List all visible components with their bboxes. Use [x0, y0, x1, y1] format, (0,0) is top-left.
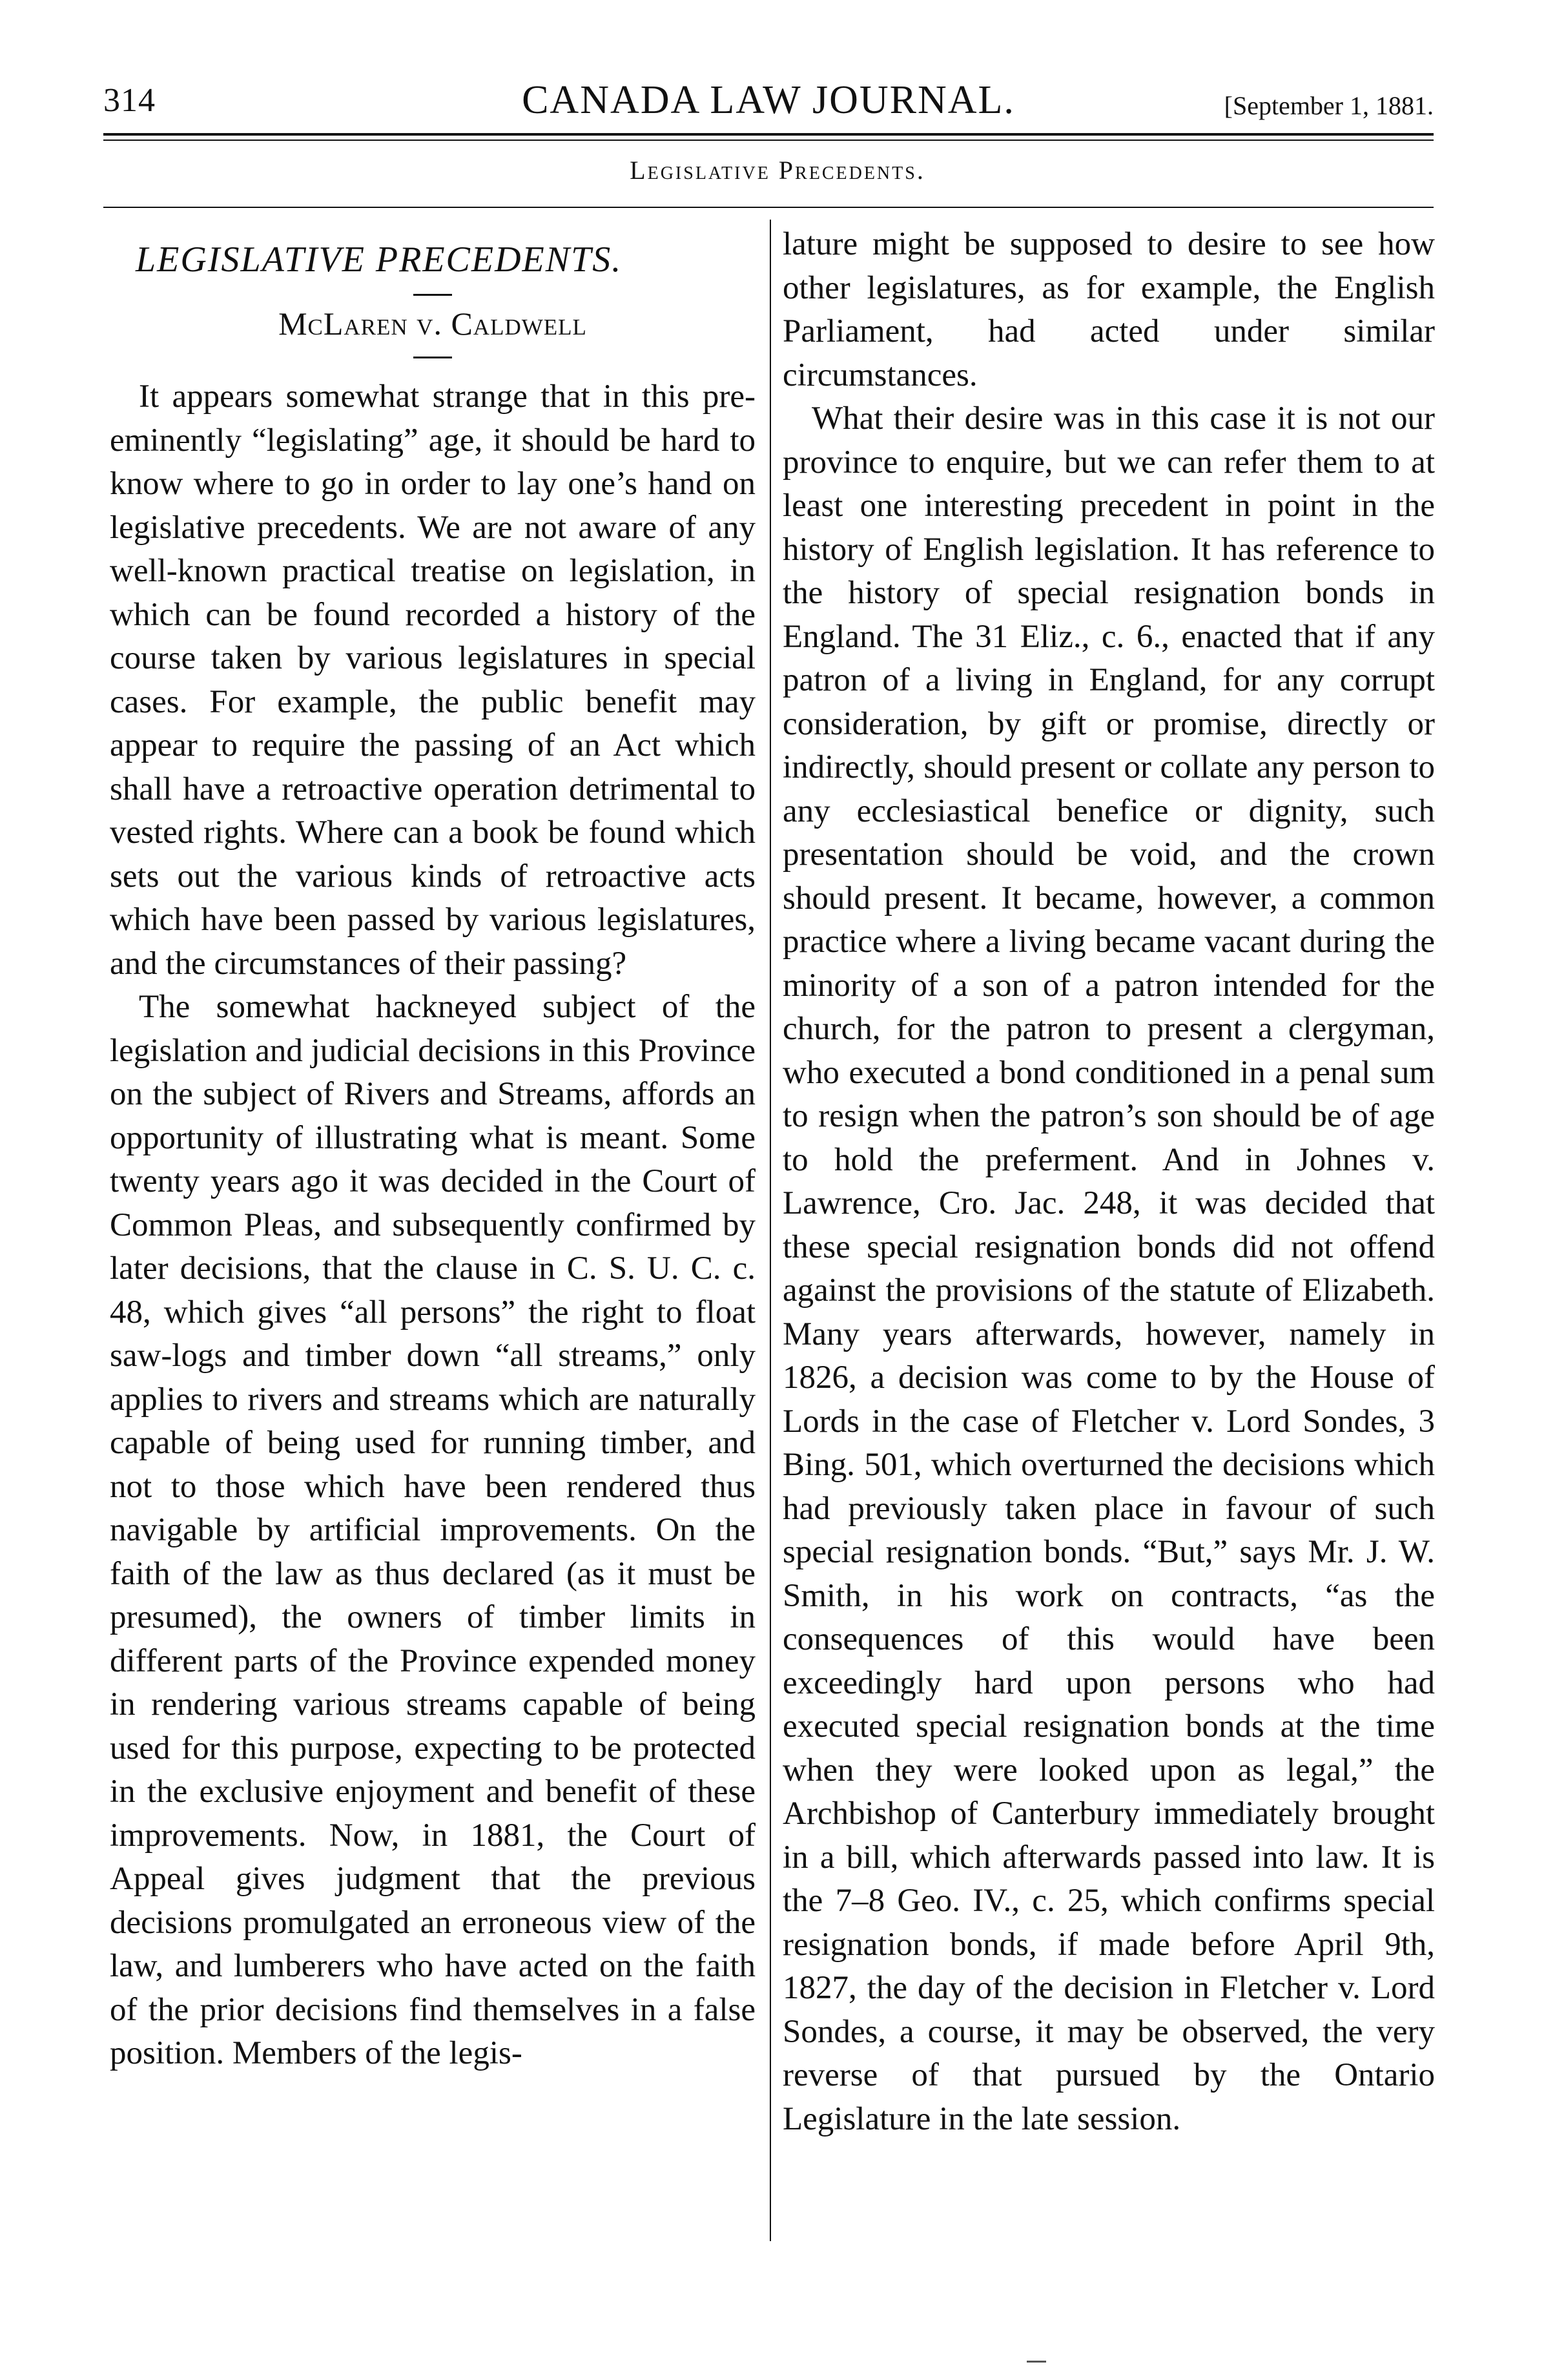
column-divider — [770, 220, 771, 2241]
section-rule — [103, 207, 1434, 208]
right-column — [783, 223, 1435, 2141]
paragraph-1: It appears somewhat strange that in this pre-eminently “legislating” age, it should be hard to know where to go in order to lay one’s hand on legislative precedents. We are not aware of any well-known practical treatise on legislation, in which can be found recorded a history of the course taken by various legislatures in special cases. For example, the public benefit may appear to require the passing of an Act which shall have a retroactive operation detrimental to vested rights. Where can a book be found which sets out the various kinds of retroactive acts which have been passed by various legislatures, and the circumstances of their passing? — [110, 378, 756, 982]
header-rule-thick — [103, 133, 1434, 136]
left-column — [110, 223, 756, 2076]
article-title: LEGISLATIVE PRECEDENTS. — [136, 240, 623, 280]
case-name: McLaren v. Caldwell — [278, 305, 587, 342]
paragraph-continued: lature might be supposed to desire to see how other legislatures, as for example, the English Parliament, had acted under similar circumstances. — [783, 226, 1435, 393]
running-head — [103, 78, 1434, 129]
paragraph-2: The somewhat hackneyed subject of the legislation and judicial decisions in this Province on the subject of Rivers and Streams, affords an opportunity of illustrating what is meant. Some twenty years ago it was decided in the Court of Common Pleas, and subsequently confirmed by later decisions, that the clause in C. S. U. C. c. 48, which gives “all persons” the right to float saw-logs and timber down “all streams,” only applies to rivers and streams which are naturally capable of being used for running timber, and not to those which have been rendered thus navigable by artificial improvements. On the faith of the law as thus declared (as it must be presumed), the owners of timber limits in different parts of the Province expended money in rendering various streams capable of being used for this purpose, expecting to be protected in the exclusive enjoyment and benefit of these improvements. Now, in 1881, the Court of Appeal gives judgment that the previous decisions promulgated an erroneous view of the law, and lumberers who have acted on the faith of the prior decisions find themselves in a false position. Members of the legis- — [110, 989, 756, 2071]
page-number: 314 — [103, 82, 156, 119]
footer-mark — [1027, 2361, 1046, 2363]
case-rule — [413, 357, 452, 358]
title-rule — [413, 294, 452, 296]
journal-name: CANADA LAW JOURNAL. — [522, 78, 1015, 122]
paragraph-3: What their desire was in this case it is not our province to enquire, but we can refer them to at least one interesting precedent in point in the history of English legislation. It has reference to the history of special resignation bonds in England. The 31 Eliz., c. 6., enacted that if any patron of a living in England, for any corrupt consideration, by gift or promise, directly or indirectly, should present or collate any person to any ecclesiastical benefice or dignity, such presentation should be void, and the crown should present. It became, however, a common practice where a living became vacant during the minority of a son of a patron intended for the church, for the patron to present a clergyman, who executed a bond conditioned in a penal sum to resign when the patron’s son should be of age to hold the preferment. And in Johnes v. Lawrence, Cro. Jac. 248, it was decided that these special resignation bonds did not offend against the provisions of the statute of Elizabeth. Many years afterwards, however, namely in 1826, a decision was come to by the House of Lords in the case of Fletcher v. Lord Sondes, 3 Bing. 501, which overturned the decisions which had previously taken place in favour of such special resignation bonds. “But,” says Mr. J. W. Smith, in his work on contracts, “as the consequences of this would have been exceedingly hard upon persons who had executed special resignation bonds at the time when they were looked upon as legal,” the Archbishop of Canterbury immediately brought in a bill, which afterwards passed into law. It is the 7–8 Geo. IV., c. 25, which confirms special resignation bonds, if made before April 9th, 1827, the day of the decision in Fletcher v. Lord Sondes, a course, it may be observed, the very reverse of that pursued by the Ontario Legislature in the late session. — [783, 400, 1435, 2137]
section-heading: Legislative Precedents. — [630, 156, 925, 185]
header-rule-thin — [103, 140, 1434, 141]
issue-date: [September 1, 1881. — [1224, 91, 1434, 120]
